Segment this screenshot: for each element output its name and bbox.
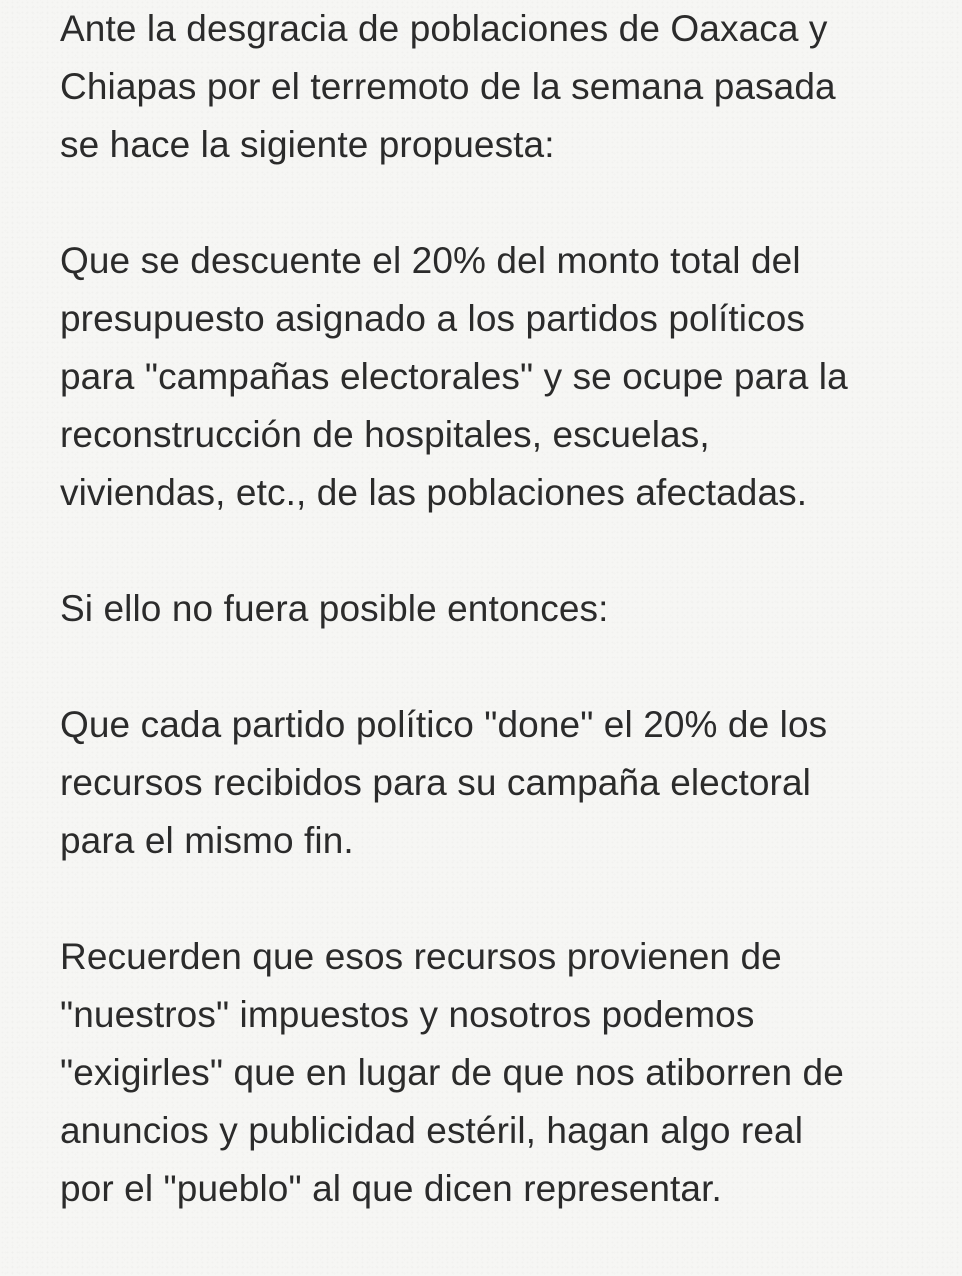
- text-line: para el mismo fin.: [60, 820, 354, 861]
- text-line: "exigirles" que en lugar de que nos atiborren de: [60, 1052, 844, 1093]
- text-line: Chiapas por el terremoto de la semana pasada: [60, 66, 836, 107]
- text-line: recursos recibidos para su campaña electoral: [60, 762, 811, 803]
- paragraph-alternative: [60, 696, 940, 870]
- text-line: Que se descuente el 20% del monto total del: [60, 240, 801, 281]
- text-line: por el "pueblo" al que dicen representar.: [60, 1168, 722, 1209]
- text-line: Recuerden que esos recursos provienen de: [60, 936, 782, 977]
- paragraph-intro: [60, 0, 940, 174]
- text-line: presupuesto asignado a los partidos políticos: [60, 298, 805, 339]
- text-line: Que cada partido político "done" el 20% de los: [60, 704, 828, 745]
- text-line: para "campañas electorales" y se ocupe para la: [60, 356, 848, 397]
- note-body: [60, 0, 940, 1276]
- text-line: viviendas, etc., de las poblaciones afectadas.: [60, 472, 808, 513]
- text-line: anuncios y publicidad estéril, hagan algo real: [60, 1110, 804, 1151]
- paragraph-closing: [60, 928, 940, 1218]
- text-line: se hace la sigiente propuesta:: [60, 124, 555, 165]
- text-line: Si ello no fuera posible entonces:: [60, 588, 609, 629]
- paragraph-alternative-intro: [60, 580, 940, 638]
- text-line: Ante la desgracia de poblaciones de Oaxaca y: [60, 8, 828, 49]
- paragraph-proposal: [60, 232, 940, 522]
- text-line: reconstrucción de hospitales, escuelas,: [60, 414, 710, 455]
- text-line: "nuestros" impuestos y nosotros podemos: [60, 994, 755, 1035]
